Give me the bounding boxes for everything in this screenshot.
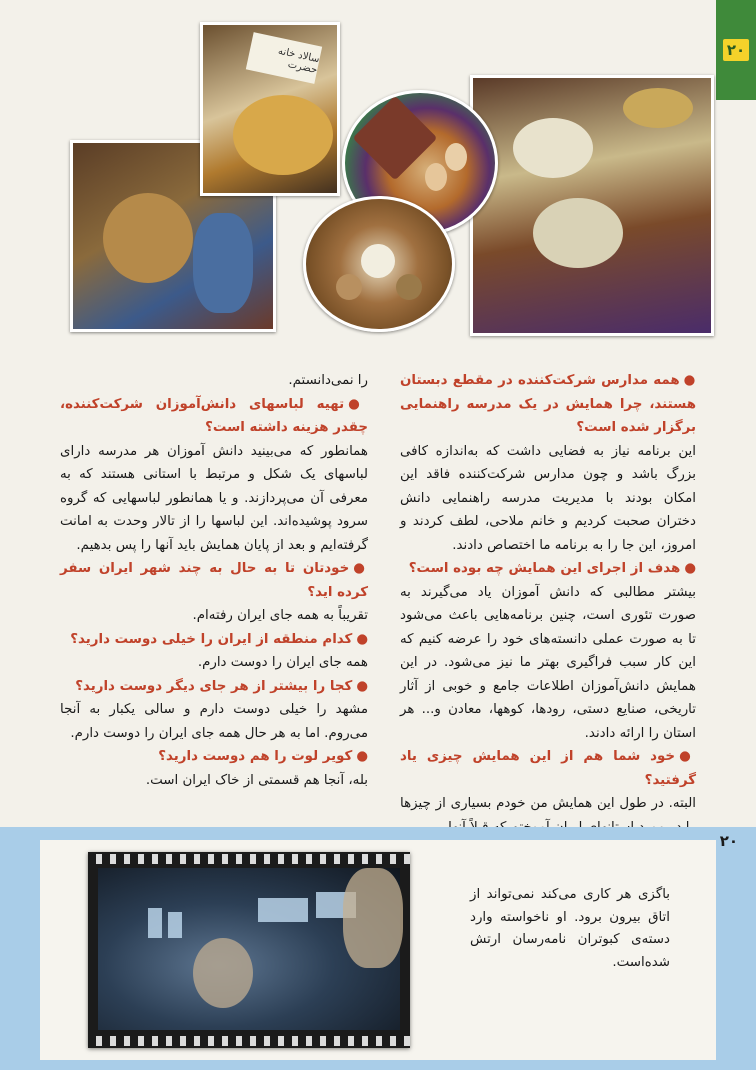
answer-4: همانطور که می‌بینید دانش آموزان هر مدرسه دارای لباسهای یک شکل و مرتبط با استانی هستند که به معرفی آن می‌پردازند. و یا همانطور لباسهایی که گروه سرود پوشیده‌اند. این لباسها را از تالار وحدت به امانت گرفته‌ایم و بعد از پایان همایش باید آنها را پس بدهیم. bbox=[60, 443, 368, 553]
question-3: ●خود شما هم از این همایش چیزی یاد گرفتید؟ bbox=[400, 749, 697, 788]
bullet-icon: ● bbox=[684, 561, 696, 576]
soup-sign-label: سالاد خانه حضرت bbox=[246, 32, 322, 84]
article-column-right bbox=[400, 369, 696, 839]
answer-3-part2: را نمی‌دانستم. bbox=[288, 373, 368, 388]
answer-2: بیشتر مطالبی که دانش آموزان یاد می‌گیرند به صورت تئوری است، چنین برنامه‌هایی باعث می‌شود تا به صورت عملی دانسته‌های خود را عرضه کنیم که این کار سبب فراگیری بهتر ما نیز می‌شود. در این همایش دانش‌آموزان اطلاعات جامع و خوبی از آثار تاریخی، صنایع دستی، رودها، کوهها، معادن و... هر استان را ارائه دادند. bbox=[400, 584, 696, 741]
question-6: ●کدام منطقه از ایران را خیلی دوست دارید؟ bbox=[70, 631, 368, 647]
answer-6: همه جای ایران را دوست دارم. bbox=[197, 655, 368, 670]
question-8: ●کویر لوت را هم دوست دارید؟ bbox=[158, 749, 368, 764]
bullet-icon: ● bbox=[683, 373, 696, 388]
footer-page-number: ۲۰ bbox=[719, 832, 738, 850]
photo-spice-tray bbox=[303, 196, 455, 332]
bullet-icon: ● bbox=[356, 749, 368, 764]
page-number-tab bbox=[716, 0, 756, 100]
photo-food-bowls bbox=[470, 75, 714, 336]
article-column-left bbox=[60, 369, 368, 792]
bullet-icon: ● bbox=[356, 631, 368, 647]
photo-soup-sign bbox=[200, 22, 340, 196]
question-4: ●تهیه لباسهای دانش‌آموزان شرکت‌کننده، چقدر هزینه داشته است؟ bbox=[60, 396, 369, 435]
answer-1: این برنامه نیاز به فضایی داشت که به‌اندازه کافی بزرگ باشد و چون مدارس شرکت‌کننده فاقد این امکان بودند با مدیریت مدرسه راهنمایی دانش دختران صحبت کردیم و خانم ملاحی، لطف کردند و امروز، این جا را به برنامه ما اختصاص دادند. bbox=[400, 443, 696, 553]
bullet-icon: ● bbox=[679, 749, 697, 764]
answer-5: تقریباً به همه جای ایران رفته‌ام. bbox=[192, 608, 368, 623]
answer-8: بله، آنجا هم قسمتی از خاک ایران است. bbox=[145, 772, 368, 788]
bullet-icon: ● bbox=[348, 396, 369, 412]
bullet-icon: ● bbox=[356, 678, 368, 694]
film-still-image bbox=[88, 852, 410, 1048]
answer-3-part1: البته. در طول این همایش من خودم بسیاری از چیزها bbox=[400, 796, 696, 811]
question-2: ●هدف از اجرای این همایش چه بوده است؟ bbox=[408, 561, 696, 576]
film-scene bbox=[98, 868, 400, 1030]
film-caption: باگزی هر کاری می‌کند نمی‌تواند از اتاق بیرون برود. او ناخواسته وارد دسته‌ی کبوتران نامه‌رسان ارتش شده‌است. bbox=[470, 887, 670, 970]
answer-7: مشهد را خیلی دوست دارم و سالی یکبار به آنجا می‌روم. اما به هر حال همه جای ایران را دوست دارم. bbox=[60, 702, 368, 741]
question-1: ●همه مدارس شرکت‌کننده در مقطع دبستان هستند، چرا همایش در یک مدرسه راهنمایی برگزار شده است؟ bbox=[400, 373, 696, 435]
film-sprocket-top bbox=[88, 854, 410, 864]
question-7: ●کجا را بیشتر از هر جای دیگر دوست دارید؟ bbox=[75, 678, 368, 694]
film-sprocket-bottom bbox=[88, 1036, 410, 1046]
page-number: ۲۰ bbox=[723, 39, 749, 61]
bullet-icon: ● bbox=[353, 561, 368, 576]
question-5: ●خودتان تا به حال به چند شهر ایران سفر کرده اید؟ bbox=[60, 561, 368, 600]
